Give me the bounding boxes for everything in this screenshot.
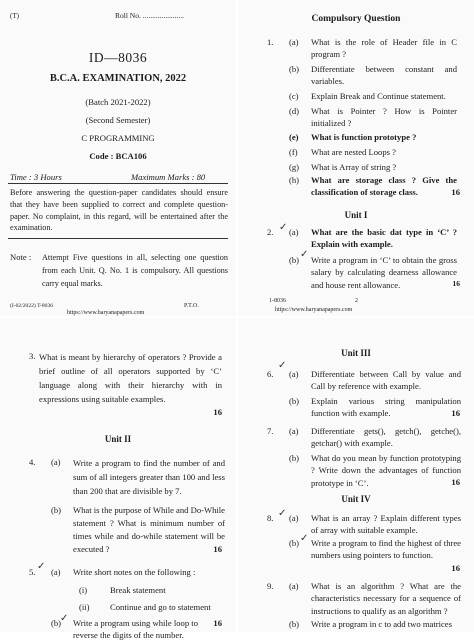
- part-label: (h): [289, 175, 300, 185]
- footer-page-number: 2: [355, 298, 358, 304]
- part-label: (a): [289, 513, 299, 523]
- part-label: (a): [289, 37, 299, 47]
- page-mark: (T): [10, 12, 19, 20]
- question-text: What is Pointer ? How is Pointer initialized ?: [311, 106, 457, 129]
- part-label: (b): [51, 618, 62, 628]
- roll-number-field: Roll No. ......................: [115, 11, 184, 20]
- check-mark-icon: ✓: [60, 613, 69, 624]
- marks-label: 16: [452, 279, 460, 288]
- question-text: What are storage class ? Give the classification of storage class.: [311, 175, 457, 198]
- question-number: 9.: [267, 581, 274, 591]
- check-mark-icon: ✓: [300, 249, 309, 260]
- item-text: Break statement: [110, 585, 166, 595]
- question-text: What is function prototype ?: [311, 132, 417, 142]
- part-label: (b): [51, 505, 62, 515]
- note-text: Attempt Five questions in all, selecting one question from each Unit. Q. No. 1 is compulsory. All questions carry equal marks.: [42, 253, 228, 288]
- check-mark-icon: ✓: [278, 508, 287, 519]
- part-label: (c): [289, 91, 299, 101]
- marks-label: 16: [213, 618, 222, 628]
- question-text: What is an array ? Explain different types of array with suitable example.: [311, 513, 461, 536]
- marks-label: 16: [451, 408, 460, 418]
- question-text: What is an algorithm ? What are the characteristics necessary for a sequence of instructions to qualify as an algorithm ?: [311, 581, 461, 616]
- part-label: (a): [51, 457, 61, 467]
- question-text: What is Array of string ?: [311, 162, 397, 172]
- question-text: Write a program in c to add two matrices: [311, 619, 452, 629]
- question-text: Differentiate between constant and variables.: [311, 64, 457, 87]
- question-number: 7.: [267, 426, 274, 436]
- paper-id: ID—8036: [88, 50, 148, 65]
- question-text: Write a program in ‘C’ to obtain the gross salary by calculating dearness allowance and house rent allowance.: [311, 255, 457, 290]
- question-text: What do you mean by function prototyping ? Write down the advantages of function prototype in ‘C’.: [311, 453, 461, 488]
- part-label: (a): [289, 369, 299, 379]
- part-label: (b): [289, 255, 300, 265]
- question-text: Write a program to find the highest of three numbers using pointers to function.: [311, 538, 461, 561]
- batch-label: (Batch 2021-2022): [85, 97, 151, 107]
- question-number: 2.: [267, 227, 274, 237]
- unit-three-four-page: [238, 318, 474, 632]
- footer-code: (I-02/2022) T-8036: [10, 303, 54, 309]
- question-text: What is meant by hierarchy of operators ? Provide a brief outline of all operators supported by ‘C’ language along with their hierarchy with in expressions using suitable examples.: [39, 352, 222, 404]
- note-label: Note :: [10, 252, 32, 262]
- semester-label: (Second Semester): [85, 115, 151, 125]
- part-label: (f): [289, 147, 298, 157]
- part-label: (b): [289, 538, 300, 548]
- compulsory-question-page: [238, 0, 474, 316]
- part-label: (g): [289, 162, 300, 172]
- marks-label: 16: [213, 544, 222, 554]
- question-number: 3.: [29, 351, 36, 361]
- question-number: 6.: [267, 369, 274, 379]
- question-text: Write a program to find the number of and sum of all integers greater than 100 and less than 200 that are divisible by 7.: [73, 458, 225, 496]
- unit-heading: Unit II: [104, 434, 132, 444]
- course-code: Code : BCA106: [89, 151, 147, 161]
- footer-url: https://www.haryanapapers.com: [67, 310, 145, 316]
- unit-heading: Unit I: [344, 210, 368, 220]
- part-label: (a): [51, 567, 61, 577]
- subject-title: C PROGRAMMING: [81, 133, 155, 143]
- question-text: Write short notes on the following :: [73, 567, 196, 577]
- question-text: What are nested Loops ?: [311, 147, 396, 157]
- marks-label: 16: [213, 407, 222, 417]
- question-text: What are the basic dat type in ‘C’ ? Explain with example.: [311, 227, 457, 250]
- check-mark-icon: ✓: [279, 222, 288, 233]
- question-text: Differentiate gets(), getch(), getche(), getchar() with example.: [311, 426, 461, 449]
- part-label: (a): [289, 581, 299, 591]
- part-label: (b): [289, 453, 300, 463]
- unit-heading: Unit IV: [341, 494, 371, 504]
- unit-heading: Unit III: [341, 348, 371, 358]
- part-label: (e): [289, 132, 299, 142]
- time-allowed: Time : 3 Hours: [10, 172, 62, 182]
- item-text: Continue and go to statement: [110, 602, 211, 612]
- exam-cover-page: [0, 0, 236, 316]
- question-text: Write a program using while loop to reverse the digits of the number.: [73, 618, 198, 640]
- part-label: (b): [289, 396, 300, 406]
- divider-bottom: [8, 238, 228, 239]
- marks-label: 16: [451, 477, 460, 487]
- question-text: What is the purpose of While and Do-While statement ? What is minimum number of times while and do-while statement will be executed ?: [73, 505, 225, 554]
- part-label: (b): [289, 64, 300, 74]
- question-number: 8.: [267, 513, 274, 523]
- part-label: (b): [289, 619, 300, 629]
- footer-pto: P.T.O.: [184, 303, 199, 309]
- question-text: What is the role of Header file in C program ?: [311, 37, 457, 60]
- question-text: Differentiate between Call by value and Call by reference with example.: [311, 369, 461, 392]
- check-mark-icon: ✓: [278, 360, 287, 371]
- section-heading: Compulsory Question: [311, 14, 401, 24]
- footer-url: https://www.haryanapapers.com: [275, 307, 353, 313]
- item-label: (i): [79, 585, 88, 595]
- item-label: (ii): [79, 602, 90, 612]
- marks-label: 16: [451, 187, 460, 197]
- part-label: (a): [289, 227, 299, 237]
- check-mark-icon: ✓: [300, 533, 309, 544]
- question-number: 1.: [267, 37, 274, 47]
- check-mark-icon: ✓: [37, 561, 46, 572]
- part-label: (a): [289, 426, 299, 436]
- question-text: Explain various string manipulation function with example.: [311, 396, 461, 419]
- question-number: 5.: [29, 567, 36, 577]
- footer-code: 1-8036: [269, 298, 286, 304]
- maximum-marks: Maximum Marks : 80: [131, 172, 206, 182]
- part-label: (d): [289, 106, 300, 116]
- question-text: Explain Break and Continue statement.: [311, 91, 446, 101]
- marks-label: 16: [451, 563, 460, 573]
- candidate-instructions: Before answering the question-paper candidates should ensure that they have been supplied to correct and complete question-paper. No complaint, in this regard, will be entertained after the examination.: [10, 188, 228, 233]
- unit-two-page: [0, 318, 236, 640]
- divider-top: [8, 183, 228, 184]
- question-number: 4.: [29, 457, 36, 467]
- exam-title: B.C.A. EXAMINATION, 2022: [49, 73, 187, 84]
